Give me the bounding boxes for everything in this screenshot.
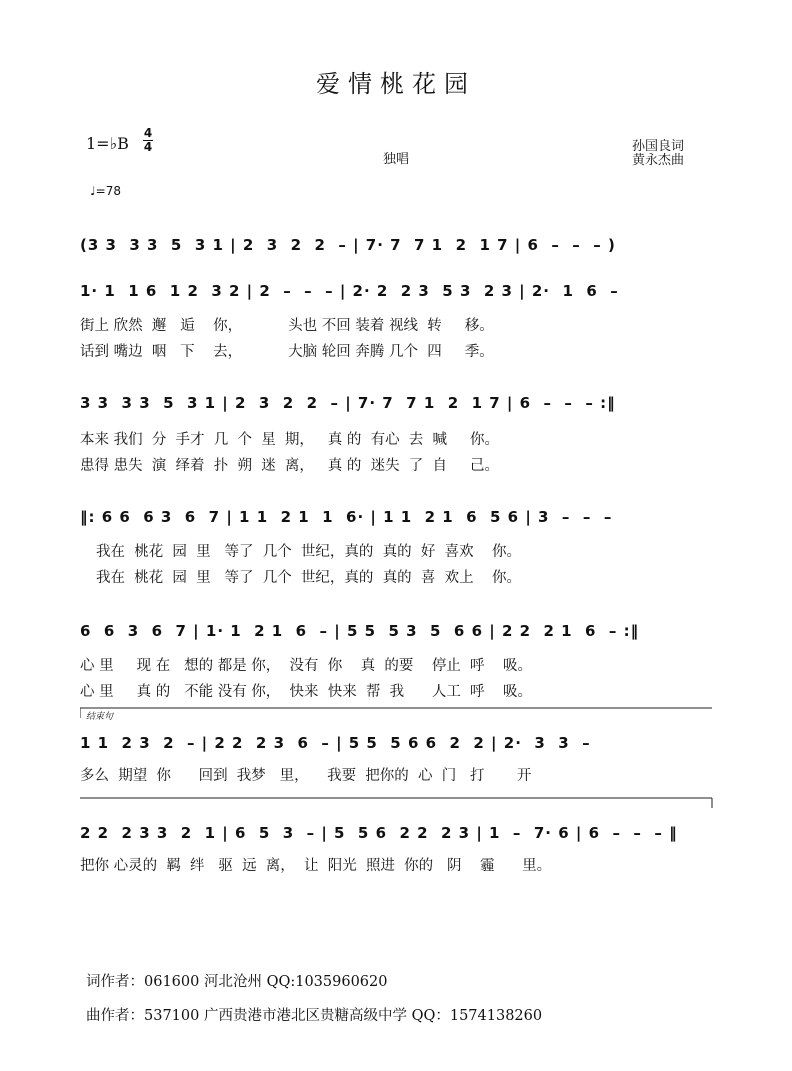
song-title: 爱情桃花园 (316, 70, 476, 98)
score-row (0, 390, 792, 480)
finale-label: 结束句 (86, 712, 114, 722)
time-signature (143, 128, 153, 153)
score-row (0, 820, 792, 880)
score-row (0, 618, 792, 708)
notation-line: 6 6 3 6 7 | 1· 1 2 1 6 – | 5 5 5 3 5 6 6 | 2 2 2 1 6 – :‖ (80, 622, 640, 640)
score-row (0, 730, 792, 790)
lyric-line: 把你 心灵的 羁 绊 驱 远 离， 让 阳光 照进 你的 阴 霾 里。 (80, 858, 552, 874)
lyricist-contact: 词作者：061600 河北沧州 QQ:1035960620 (86, 974, 388, 990)
score-row (0, 232, 792, 262)
lyric-line: 多么 期望 你 回到 我梦 里， 我要 把你的 心 门 打 开 (80, 768, 532, 784)
lyric-line: 本来 我们 分 手才 几 个 星 期， 真 的 有心 去 喊 你。 (80, 432, 500, 448)
notation-line: 2 2 2 3 3 2 1 | 6 5 3 – | 5 5 6 2 2 2 3 | 1 – 7· 6 | 6 – – – ‖ (80, 824, 678, 842)
lyricist-credit: 孙国良词 (632, 139, 685, 154)
notation-line: (3 3 3 3 5 3 1 | 2 3 2 2 – | 7· 7 7 1 2 1 7 | 6 – – – ) (80, 236, 616, 254)
key-signature: 1=♭B (86, 134, 129, 153)
time-signature-upper: 4 (143, 126, 153, 140)
lyric-line: 心 里 现 在 想的 都是 你， 没有 你 真 的要 停止 呼 吸。 (80, 658, 532, 674)
lyric-line: 心 里 真 的 不能 没有 你， 快来 快来 帮 我 人工 呼 吸。 (80, 684, 532, 700)
score-row (0, 504, 792, 594)
lyric-line: 街上 欣然 邂 逅 你， 头也 不回 装着 视线 转 移。 (80, 318, 494, 334)
lyric-line: 话到 嘴边 咽 下 去， 大脑 轮回 奔腾 几个 四 季。 (80, 344, 494, 360)
tempo-marking: ♩=78 (90, 184, 121, 198)
composer-contact: 曲作者：537100 广西贵港市港北区贵糖高级中学 QQ：1574138260 (86, 1008, 543, 1024)
notation-line: 3 3 3 3 5 3 1 | 2 3 2 2 – | 7· 7 7 1 2 1 7 | 6 – – – :‖ (80, 394, 616, 412)
composer-credit: 黄永杰曲 (632, 153, 685, 168)
lyric-line: 我在 桃花 园 里 等了 几个 世纪，真的 真的 喜 欢上 你。 (96, 570, 522, 586)
score-row (0, 276, 792, 366)
lyric-line: 患得 患失 演 绎着 扑 朔 迷 离， 真 的 迷失 了 自 己。 (80, 458, 500, 474)
time-signature-lower: 4 (143, 140, 153, 154)
notation-line: 1· 1 1 6 1 2 3 2 | 2 – – – | 2· 2 2 3 5 3 2 3 | 2· 1 6 – (80, 282, 619, 300)
lyric-line: 我在 桃花 园 里 等了 几个 世纪，真的 真的 好 喜欢 你。 (96, 544, 522, 560)
notation-line: 1 1 2 3 2 – | 2 2 2 3 6 – | 5 5 5 6 6 2 2 | 2· 3 3 – (80, 734, 591, 752)
finale-bracket-end (80, 796, 716, 810)
finale-bracket (80, 706, 716, 720)
performance-type: 独唱 (383, 152, 410, 167)
notation-line: ‖: 6 6 6 3 6 7 | 1 1 2 1 1 6· | 1 1 2 1 6 5 6 | 3 – – – (80, 508, 613, 526)
